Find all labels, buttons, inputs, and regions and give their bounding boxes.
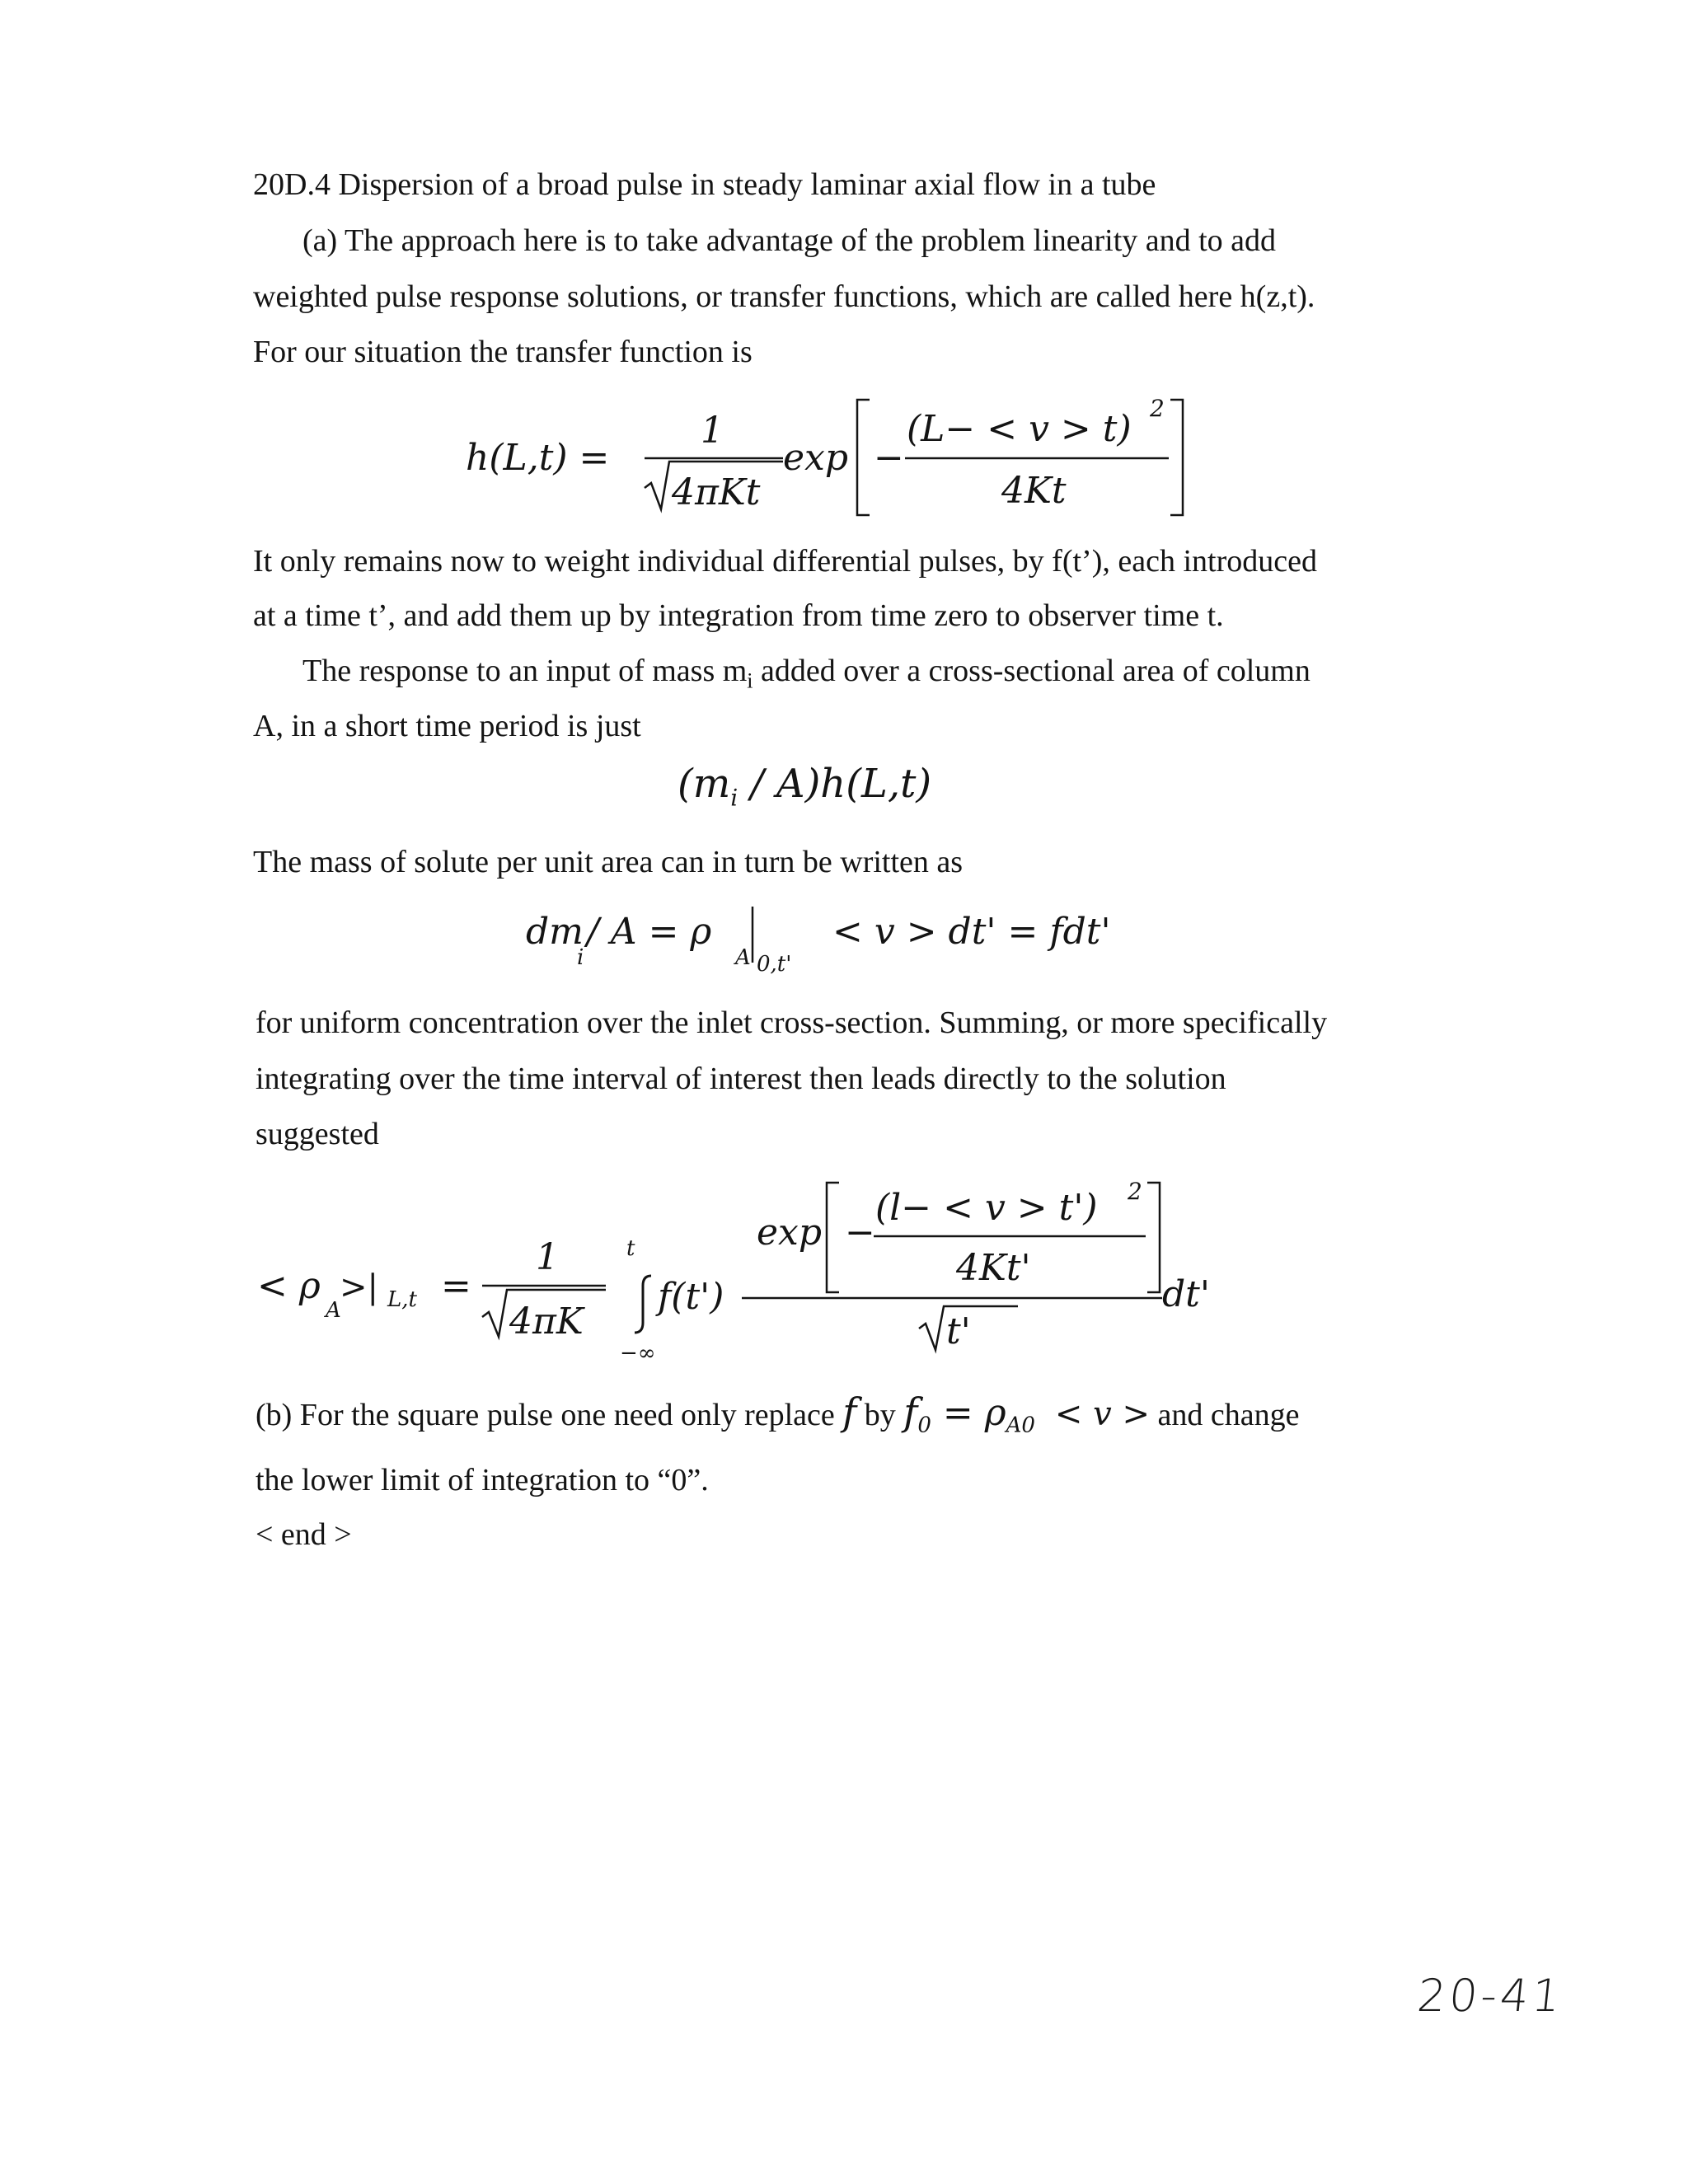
- paragraph-line: A, in a short time period is just: [253, 709, 641, 743]
- eq3-sub-i: i: [577, 945, 584, 970]
- eq2-subscript: i: [730, 784, 738, 812]
- eq4-dt: dt': [1162, 1273, 1210, 1315]
- paragraph-line: for uniform concentration over the inlet cross-section. Summing, or more specifically: [256, 1005, 1328, 1040]
- eq4-inner-numerator: (l− < v > t'): [875, 1187, 1098, 1229]
- response-text-rest: added over a cross-sectional area of column: [753, 654, 1311, 688]
- eq3-mid: / A = ρ: [587, 911, 712, 953]
- eq1-exp: exp: [783, 437, 849, 479]
- page-number: 20-41: [1414, 1970, 1567, 2022]
- eq3-dm: dm: [526, 911, 584, 953]
- paragraph-line: (a) The approach here is to take advantage of the problem linearity and to add: [302, 223, 1277, 258]
- paragraph-line: It only remains now to weight individual differential pulses, by f(t’), each introduced: [253, 544, 1317, 579]
- paragraph-line: The mass of solute per unit area can in turn be written as: [253, 845, 964, 879]
- eq4-upper: t: [626, 1236, 635, 1261]
- paragraph-line: the lower limit of integration to “0”.: [256, 1463, 709, 1497]
- eq4-lhs-eval: L,t: [387, 1287, 417, 1312]
- part-b-f0: f: [903, 1390, 918, 1434]
- eq4-sqrt-arg: t': [946, 1310, 971, 1352]
- eq3-sub-A: A: [735, 945, 751, 970]
- paragraph-line: integrating over the time interval of interest then leads directly to the solution: [256, 1062, 1226, 1096]
- part-b-f0-sub: 0: [917, 1413, 931, 1438]
- part-b-by: by: [856, 1398, 904, 1432]
- eq4-denominator: 4πK: [509, 1301, 584, 1343]
- paragraph-line: [256, 1390, 1300, 1438]
- eq2-rest: / A)h(L,t): [738, 761, 932, 807]
- eq1-minus: −: [874, 437, 904, 479]
- eq4-inner-power: 2: [1128, 1178, 1142, 1205]
- eq4-lhs-close: >|: [340, 1268, 378, 1306]
- paragraph-line: at a time t’, and add them up by integration from time zero to observer time t.: [253, 598, 1224, 633]
- part-b-text: (b) For the square pulse one need only replace: [256, 1398, 843, 1432]
- eq1-inner-numerator: (L− < v > t): [907, 408, 1132, 450]
- part-b-v: < v >: [1054, 1395, 1150, 1433]
- eq4-f: f(t'): [658, 1276, 724, 1318]
- eq4-inner-denominator: 4Kt': [956, 1247, 1031, 1289]
- paragraph-line: weighted pulse response solutions, or transfer functions, which are called here h(z,t).: [253, 279, 1315, 314]
- eq1-inner-power: 2: [1150, 395, 1165, 422]
- part-b-eq: = ρ: [931, 1392, 1006, 1434]
- eq1-denominator: 4πKt: [672, 471, 761, 513]
- response-text: The response to an input of mass m: [302, 654, 748, 688]
- eq4-numerator: 1: [536, 1236, 559, 1278]
- part-b-change: and change: [1149, 1398, 1300, 1432]
- eq3-eval: 0,t': [757, 952, 792, 977]
- eq2-open: (m: [678, 761, 731, 807]
- eq1-lhs: h(L,t) =: [466, 437, 610, 479]
- eq4-lhs-sub: A: [326, 1298, 341, 1323]
- section-title: 20D.4 Dispersion of a broad pulse in steady laminar axial flow in a tube: [253, 167, 1156, 202]
- eq4-equals: =: [441, 1265, 471, 1307]
- eq4-minus: −: [845, 1212, 875, 1254]
- eq1-inner-denominator: 4Kt: [1001, 470, 1067, 512]
- paragraph-line: suggested: [256, 1117, 379, 1151]
- eq4-exp: exp: [757, 1212, 823, 1254]
- part-b-f: f: [842, 1390, 857, 1434]
- end-marker: < end >: [256, 1517, 352, 1552]
- response-subscript: i: [747, 668, 753, 693]
- eq3-rest: < v > dt' = fdt': [832, 911, 1111, 953]
- eq1-numerator: 1: [701, 410, 724, 452]
- part-b-rho-sub: A0: [1006, 1413, 1035, 1438]
- eq4-lhs-open: < ρ: [257, 1265, 321, 1307]
- paragraph-line: For our situation the transfer function is: [253, 335, 753, 369]
- eq4-lower: −∞: [620, 1341, 656, 1366]
